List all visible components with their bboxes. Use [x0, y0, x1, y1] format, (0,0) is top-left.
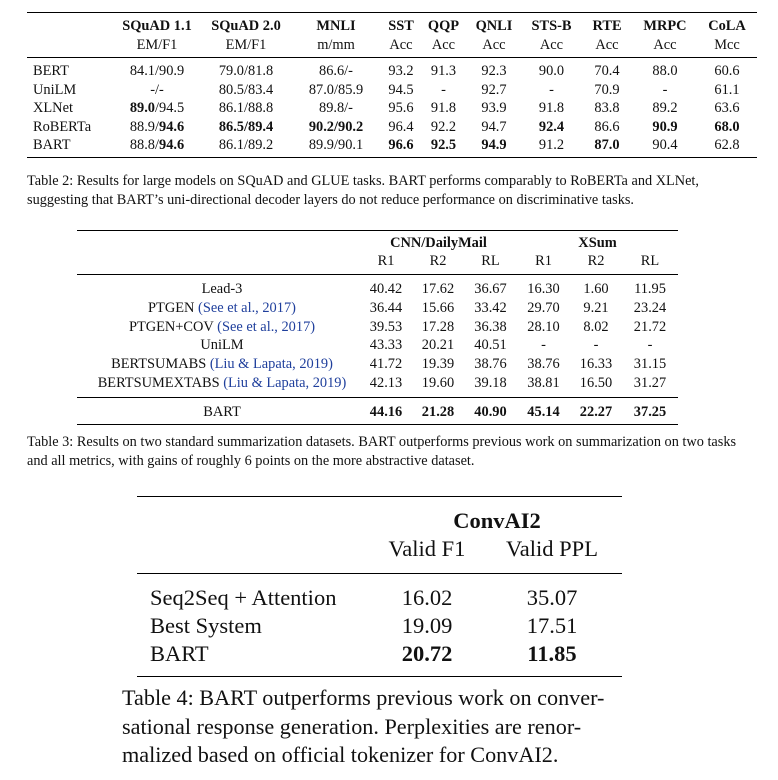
model-label: UniLM — [200, 337, 244, 354]
table-row — [77, 336, 678, 355]
table-cell: 68.0 — [714, 118, 740, 135]
model-name: RoBERTa — [33, 118, 92, 135]
glue-squad-results-table — [27, 12, 757, 158]
model-name — [77, 299, 360, 318]
table-3-body — [77, 275, 678, 398]
table-cell: 29.70 — [527, 299, 560, 316]
table-row — [137, 612, 622, 640]
table-cell: 40.90 — [464, 397, 517, 424]
column-header: SST — [388, 18, 414, 34]
cell-part: 88.8/ — [129, 137, 159, 153]
table-cell: 39.18 — [474, 374, 507, 391]
table-cell: 89.9/90.1 — [308, 137, 364, 153]
table-cell: 90.0 — [538, 63, 565, 79]
citation-link: (See et al., 2017) — [198, 299, 296, 316]
table-cell: 33.42 — [474, 299, 507, 316]
table-cell: 16.02 — [401, 585, 453, 610]
table-cell: 92.5 — [430, 137, 457, 153]
table-3-group-header-row — [77, 231, 678, 253]
table-cell — [113, 118, 201, 137]
table-cell: 61.1 — [714, 81, 740, 98]
table-row — [137, 640, 622, 677]
table-4-body — [137, 574, 622, 677]
table-cell: 93.2 — [388, 63, 414, 79]
table-row — [27, 58, 757, 81]
column-metric: Acc — [421, 36, 466, 58]
table-cell: 94.5 — [388, 81, 414, 98]
column-header: MRPC — [643, 18, 687, 34]
group-header-xsum: XSum — [578, 235, 617, 251]
table-cell: 94.7 — [481, 118, 507, 135]
table-cell: 91.2 — [538, 137, 565, 153]
table-2 — [27, 12, 757, 158]
table-cell: - — [593, 337, 599, 354]
column-metric: R2 — [570, 252, 622, 275]
caption-line: Table 4: BART outperforms previous work on conver- — [122, 685, 605, 710]
table-row — [77, 275, 678, 299]
table-cell: 36.44 — [369, 299, 403, 316]
table-cell: 86.6/- — [319, 63, 353, 79]
table-cell: 91.3 — [430, 63, 457, 79]
table-cell: 96.4 — [388, 118, 414, 135]
model-name — [77, 355, 360, 374]
table-cell: 22.27 — [570, 397, 622, 424]
table-cell: 83.8 — [594, 100, 620, 116]
table-cell: 95.6 — [388, 100, 414, 116]
table-cell: 42.13 — [369, 374, 403, 391]
table-cell: 86.6 — [594, 118, 620, 135]
table-cell: 37.25 — [622, 397, 678, 424]
table-cell: 87.0/85.9 — [308, 81, 364, 98]
caption-line: malized based on official tokenizer for ConvAI2. — [122, 742, 559, 767]
column-metric: Acc — [381, 36, 421, 58]
table-row — [77, 299, 678, 318]
model-name — [77, 275, 360, 299]
table-cell: 19.09 — [401, 613, 453, 638]
table-2-dataset-header-row — [27, 13, 757, 37]
column-header: SQuAD 2.0 — [211, 18, 281, 34]
table-row — [27, 81, 757, 100]
column-metric: EM/F1 — [201, 36, 291, 58]
table-cell: 87.0 — [594, 137, 620, 153]
table-cell: 17.28 — [421, 318, 455, 335]
table-cell: 31.27 — [633, 374, 667, 391]
citation-link: (Liu & Lapata, 2019) — [209, 356, 333, 373]
table-cell: 16.33 — [579, 356, 613, 373]
cell-part: 89.0 — [129, 100, 155, 116]
table-cell: 21.28 — [412, 397, 464, 424]
table-cell: 17.62 — [421, 281, 455, 297]
table-cell: 16.50 — [579, 374, 613, 391]
table-cell: 86.1/88.8 — [218, 100, 274, 116]
model-name: BART — [150, 641, 209, 666]
table-cell: 40.51 — [474, 337, 507, 354]
table-cell: 93.9 — [481, 100, 507, 116]
table-row — [27, 136, 757, 157]
column-header: SQuAD 1.1 — [122, 18, 192, 34]
model-name — [77, 336, 360, 355]
table-cell: 39.53 — [369, 318, 403, 335]
table-cell: 16.30 — [527, 281, 560, 297]
column-metric: Acc — [466, 36, 522, 58]
model-label: PTGEN — [148, 299, 195, 316]
table-cell: - — [647, 337, 653, 354]
table-cell: 38.76 — [527, 356, 560, 373]
column-metric: EM/F1 — [113, 36, 201, 58]
table-cell: 92.7 — [481, 81, 507, 98]
caption-line: sational response generation. Perplexities are renor- — [122, 713, 582, 739]
table-cell: -/- — [150, 81, 164, 98]
table-cell: - — [541, 337, 546, 354]
table-cell: 86.1/89.2 — [218, 137, 274, 153]
group-header-convai2: ConvAI2 — [453, 508, 541, 533]
table-3-bart-section — [77, 397, 678, 424]
table-cell: 43.33 — [369, 337, 403, 354]
table-cell: 92.4 — [538, 118, 565, 135]
table-row — [77, 355, 678, 374]
table-cell: 92.2 — [430, 118, 457, 135]
column-metric: Acc — [522, 36, 581, 58]
table-cell: 23.24 — [633, 299, 667, 316]
column-header: QQP — [427, 18, 460, 34]
table-cell: 70.9 — [594, 81, 620, 98]
table-cell: 11.95 — [634, 281, 666, 297]
table-cell: 38.81 — [527, 374, 560, 391]
table-cell: 90.2/90.2 — [308, 118, 364, 135]
table-cell: 88.0 — [652, 63, 678, 79]
column-metric: Mcc — [697, 36, 757, 58]
table-cell: - — [549, 81, 554, 98]
table-cell: 20.72 — [401, 641, 453, 666]
cell-part: /94.5 — [155, 100, 185, 116]
table-cell: 9.21 — [583, 299, 609, 316]
table-cell: 11.85 — [527, 641, 577, 666]
table-4-metric-header-row — [137, 535, 622, 574]
table-cell: 28.10 — [527, 318, 560, 335]
table-cell — [113, 99, 201, 118]
model-name: BART — [77, 397, 360, 424]
column-metric: RL — [622, 252, 678, 275]
convai2-results-table — [137, 496, 622, 677]
table-cell: 40.42 — [369, 281, 403, 297]
column-header: MNLI — [316, 18, 356, 34]
table-cell — [113, 136, 201, 157]
model-label: Lead-3 — [201, 281, 243, 297]
table-row — [137, 574, 622, 613]
column-metric: Valid PPL — [482, 535, 622, 574]
column-metric: Acc — [581, 36, 633, 58]
column-header: QNLI — [475, 18, 513, 34]
column-metric: R1 — [360, 252, 412, 275]
table-3-caption: Table 3: Results on two standard summarization datasets. BART outperforms previous work on summarization on two tasks and all metrics, with gains of roughly 6 points on the more abstractive dataset. — [27, 434, 737, 469]
table-row — [77, 318, 678, 337]
table-2-body — [27, 58, 757, 158]
table-cell: 20.21 — [421, 337, 455, 354]
group-header-cnn-dailymail: CNN/DailyMail — [390, 235, 487, 251]
table-cell: 90.4 — [652, 137, 678, 153]
table-cell: 91.8 — [430, 100, 457, 116]
column-metric: R1 — [517, 252, 570, 275]
table-cell: - — [662, 81, 668, 98]
table-cell: 1.60 — [583, 281, 609, 297]
table-cell: 31.15 — [633, 356, 667, 373]
column-metric: RL — [464, 252, 517, 275]
table-cell: 91.8 — [538, 100, 565, 116]
cell-part: 94.6 — [159, 137, 185, 153]
table-cell: 15.66 — [421, 299, 455, 316]
summarization-results-table — [77, 230, 678, 425]
table-4-group-header-row — [137, 497, 622, 536]
column-header: STS-B — [531, 18, 572, 34]
table-cell: 36.38 — [474, 318, 507, 335]
table-cell: 8.02 — [583, 318, 609, 335]
table-4-caption — [122, 684, 642, 770]
column-metric: R2 — [412, 252, 464, 275]
table-cell: 45.14 — [517, 397, 570, 424]
table-3-metric-header-row — [77, 252, 678, 275]
table-cell: 62.8 — [714, 137, 740, 153]
citation-link: (Liu & Lapata, 2019) — [223, 374, 347, 391]
model-name — [77, 374, 360, 397]
cell-part: 88.9/ — [129, 118, 159, 135]
model-name — [77, 318, 360, 337]
table-cell: - — [441, 81, 446, 98]
table-cell: 35.07 — [526, 585, 578, 610]
table-cell: 96.6 — [388, 137, 414, 153]
table-cell: 86.5/89.4 — [218, 118, 274, 135]
cell-part: 94.6 — [159, 118, 185, 135]
column-header: RTE — [592, 18, 622, 34]
table-cell: 90.9 — [652, 118, 678, 135]
column-header: CoLA — [708, 18, 746, 34]
table-cell: 89.2 — [652, 100, 678, 116]
table-4 — [137, 496, 622, 677]
column-metric: Valid F1 — [372, 535, 482, 574]
table-2-metric-header-row — [27, 36, 757, 58]
table-cell: 80.5/83.4 — [218, 81, 274, 98]
model-label: BERTSUMABS — [111, 356, 207, 373]
table-row — [27, 99, 757, 118]
column-metric: m/mm — [291, 36, 381, 58]
table-cell: 79.0/81.8 — [218, 63, 274, 79]
table-row — [77, 397, 678, 424]
table-row — [77, 374, 678, 397]
table-2-caption: Table 2: Results for large models on SQuAD and GLUE tasks. BART performs comparably to RoBERTa and XLNet, suggesting that BART’s uni-directional decoder layers do not reduce performance on discriminative tasks. — [27, 173, 699, 208]
model-name: Best System — [150, 613, 262, 638]
table-cell: 17.51 — [526, 613, 578, 638]
table-cell: 19.39 — [421, 356, 455, 373]
table-cell: 38.76 — [474, 356, 507, 373]
model-label: PTGEN+COV — [128, 318, 214, 335]
model-name: BERT — [33, 63, 69, 79]
table-3 — [77, 230, 678, 425]
table-cell: 36.67 — [474, 281, 507, 297]
table-cell: 21.72 — [633, 318, 667, 335]
model-name: Seq2Seq + Attention — [150, 585, 337, 610]
table-cell: 44.16 — [360, 397, 412, 424]
table-cell: 92.3 — [481, 63, 507, 79]
table-cell: 94.9 — [481, 137, 507, 153]
column-metric: Acc — [633, 36, 697, 58]
table-cell: 89.8/- — [319, 100, 353, 116]
model-name: XLNet — [33, 100, 73, 116]
citation-link: (See et al., 2017) — [217, 318, 316, 335]
model-name: UniLM — [33, 81, 77, 98]
table-cell: 63.6 — [714, 100, 740, 116]
table-cell: 70.4 — [594, 63, 620, 79]
table-cell: 19.60 — [421, 374, 455, 391]
table-cell: 84.1/90.9 — [129, 63, 185, 79]
table-cell: 41.72 — [369, 356, 403, 373]
table-cell: 60.6 — [714, 63, 740, 79]
table-row — [27, 118, 757, 137]
model-label: BERTSUMEXTABS — [97, 374, 220, 391]
model-name: BART — [33, 137, 71, 153]
